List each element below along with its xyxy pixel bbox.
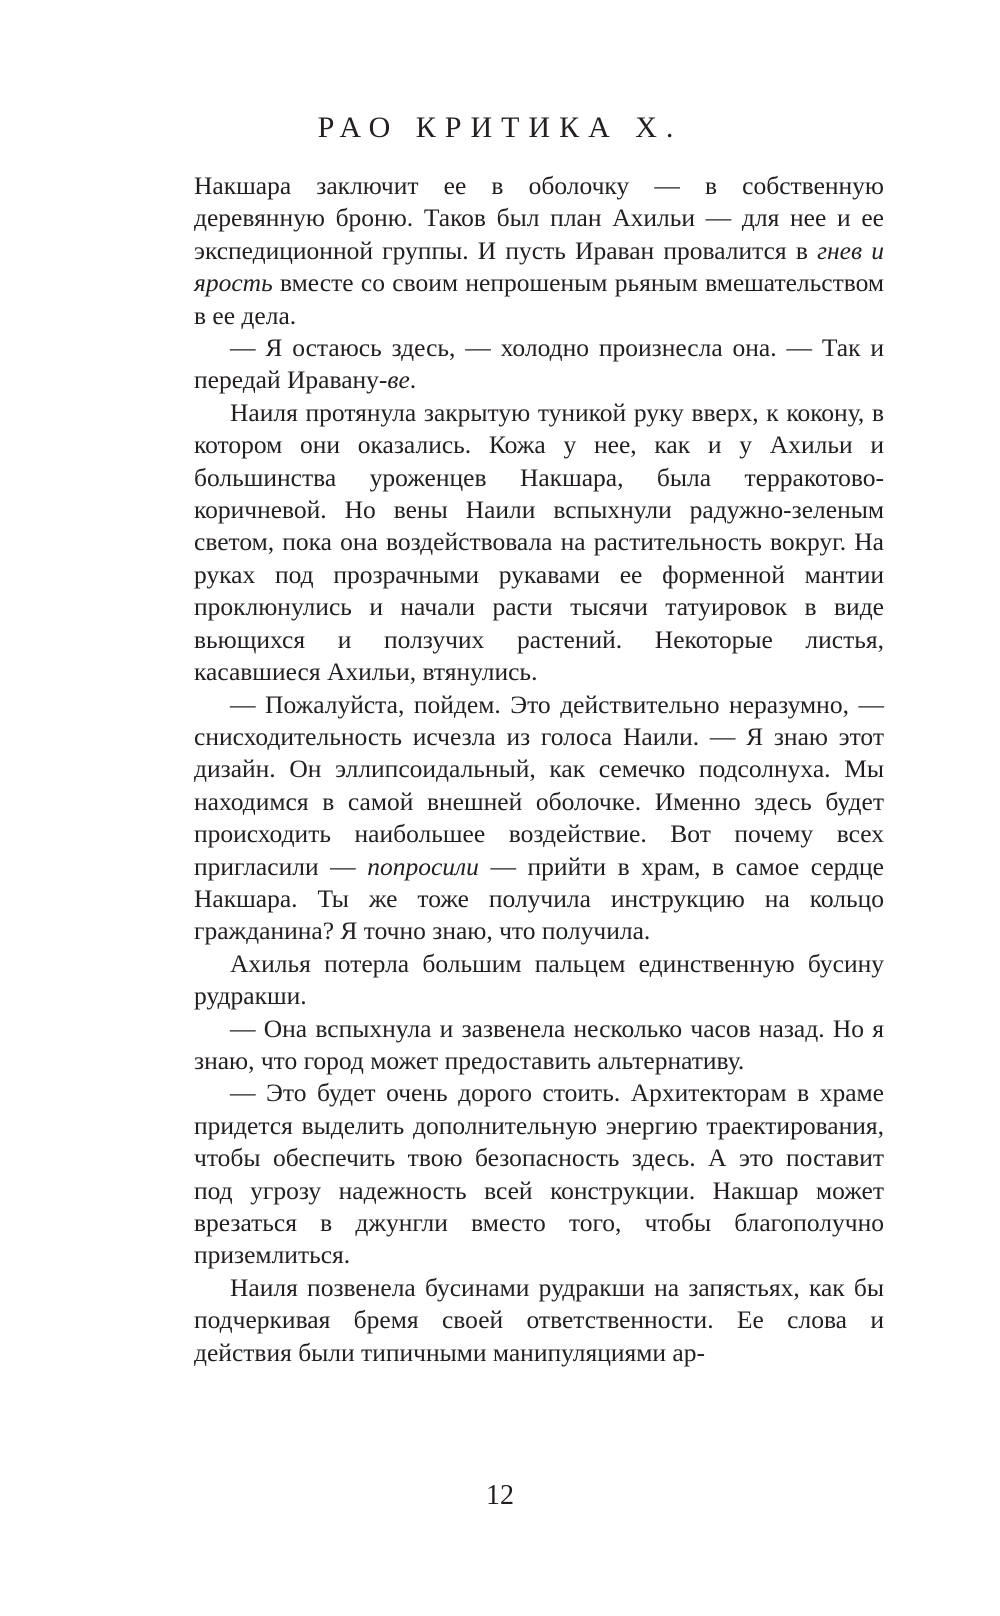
text-run: Наиля позвенела бусинами рудракши на запястьях, как бы подчеркивая бремя своей ответственности. Ее слова и действия были типичными манипуляциями ар- bbox=[194, 1272, 884, 1367]
text-run: — Это будет очень дорого стоить. Архитекторам в храме придется выделить дополнительную энергию траектирования, чтобы обеспечить твою безопасность здесь. А это поставит под угрозу надежность всей конструкции. Накшар может врезаться в джунгли вместо того, чтобы благополучно приземлиться. bbox=[194, 1078, 884, 1270]
paragraph bbox=[194, 332, 884, 397]
text-run: — Она вспыхнула и зазвенела несколько часов назад. Но я знаю, что город может предоставить альтернативу. bbox=[194, 1013, 884, 1075]
text-run: Накшара заключит ее в оболочку — в собственную деревянную броню. Таков был план Ахильи — для нее и ее экспедиционной группы. И пусть Ираван провалится в bbox=[194, 171, 884, 265]
paragraph bbox=[194, 397, 884, 689]
italic-run: ве bbox=[387, 365, 410, 395]
text-run: Ахилья потерла большим пальцем единственную бусину рудракши. bbox=[194, 948, 884, 1011]
paragraph bbox=[194, 170, 884, 332]
text-run: — Пожалуйста, пойдем. Это действительно неразумно, — снисходительность исчезла из голоса Наили. — Я знаю этот дизайн. Он эллипсоидальный, как семечко подсолнуха. Мы находимся в самой внешней оболочке. Именно здесь будет происходить наибольшее воздействие. Вот почему всех пригласили — bbox=[194, 689, 884, 881]
italic-run: гнев и ярость bbox=[194, 235, 884, 298]
running-header: РАО КРИТИКА Х. bbox=[317, 111, 683, 144]
paragraph bbox=[194, 1272, 884, 1369]
page-body bbox=[194, 170, 884, 1369]
text-run: — Я остаюсь здесь, — холодно произнесла она. — Так и передай Иравану- bbox=[194, 333, 884, 395]
text-run: вместе со своим непрошеным рьяным вмешательством в ее дела. bbox=[194, 268, 884, 330]
text-run: — прийти в храм, в самое сердце Накшара. Ты же тоже получила инструкцию на кольцо гражданина? Я точно знаю, что получила. bbox=[194, 851, 884, 946]
text-run: Наиля протянула закрытую туникой руку вверх, к кокону, в котором они оказались. Кожа у нее, как и у Ахильи и большинства уроженцев Накшара, была терракотово-коричневой. Но вены Наили вспыхнули радужно-зеленым светом, пока она воздействовала на растительность вокруг. На руках под прозрачными рукавами ее форменной мантии проклюнулись и начали расти тысячи татуировок в виде вьющихся и ползучих растений. Некоторые листья, касавшиеся Ахильи, втянулись. bbox=[194, 397, 884, 687]
paragraph bbox=[194, 1077, 884, 1271]
italic-run: попросили bbox=[367, 851, 479, 881]
paragraph bbox=[194, 689, 884, 948]
text-run: . bbox=[409, 365, 417, 395]
paragraph bbox=[194, 948, 884, 1013]
page-number: 12 bbox=[486, 1480, 514, 1511]
paragraph bbox=[194, 1013, 884, 1078]
